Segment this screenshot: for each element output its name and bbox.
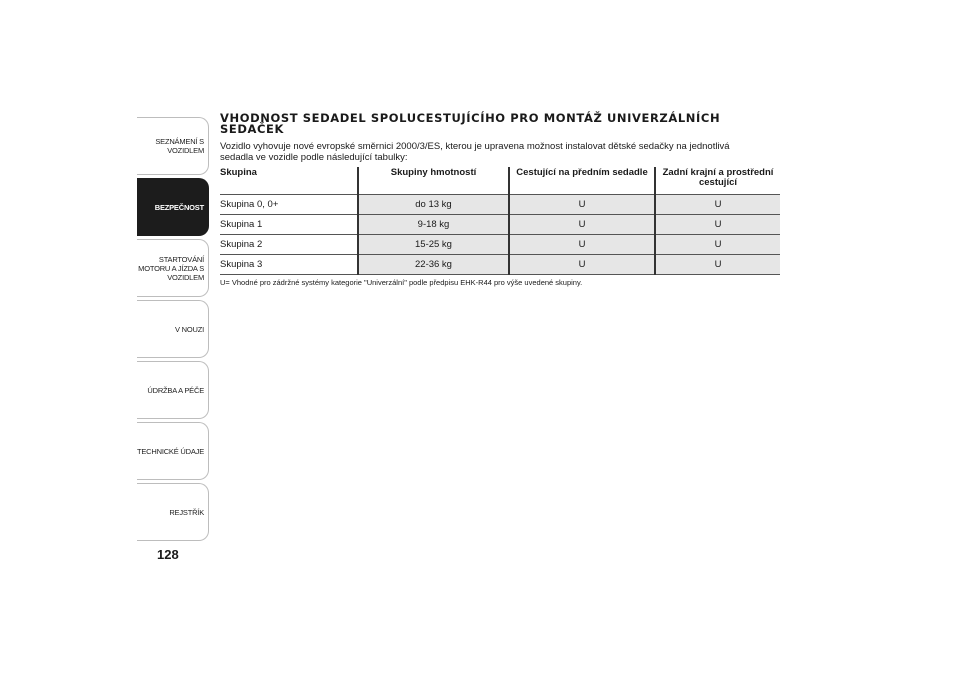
cell-group: Skupina 2 (220, 235, 358, 255)
cell-group: Skupina 3 (220, 255, 358, 275)
tab-technicke-udaje[interactable]: TECHNICKÉ ÚDAJE (137, 422, 209, 480)
table-row (220, 215, 780, 235)
header-weight: Skupiny hmotností (358, 167, 509, 195)
table-header-row (220, 167, 780, 195)
header-front-passenger: Cestující na předním sedadle (509, 167, 655, 195)
cell-rear: U (655, 195, 780, 215)
tab-v-nouzi[interactable]: V NOUZI (137, 300, 209, 358)
cell-weight: 9-18 kg (358, 215, 509, 235)
tab-startovani[interactable]: STARTOVÁNÍ MOTORU A JÍZDA S VOZIDLEM (137, 239, 209, 297)
table-row (220, 195, 780, 215)
cell-front: U (509, 235, 655, 255)
table-row (220, 235, 780, 255)
section-intro: Vozidlo vyhovuje nové evropské směrnici 2000/3/ES, kterou je upravena možnost instalovat dětské sedačky na jednotlivá sedadla ve vozidle podle následující tabulky: (220, 141, 730, 163)
cell-weight: 15-25 kg (358, 235, 509, 255)
cell-rear: U (655, 235, 780, 255)
cell-group: Skupina 0, 0+ (220, 195, 358, 215)
table-footnote: U= Vhodné pro zádržné systémy kategorie "Univerzální" podle předpisu EHK-R44 pro výše uvedené skupiny. (220, 278, 583, 287)
chapter-sidebar (137, 117, 210, 547)
cell-front: U (509, 215, 655, 235)
main-content (220, 113, 780, 287)
cell-rear: U (655, 255, 780, 275)
cell-weight: 22-36 kg (358, 255, 509, 275)
table-row (220, 255, 780, 275)
page-number: 128 (157, 547, 179, 562)
tab-udrzba[interactable]: ÚDRŽBA A PÉČE (137, 361, 209, 419)
child-seat-suitability-table (220, 167, 780, 275)
cell-front: U (509, 195, 655, 215)
cell-front: U (509, 255, 655, 275)
cell-weight: do 13 kg (358, 195, 509, 215)
cell-rear: U (655, 215, 780, 235)
tab-rejstrik[interactable]: REJSTŘÍK (137, 483, 209, 541)
cell-group: Skupina 1 (220, 215, 358, 235)
header-group: Skupina (220, 167, 358, 195)
tab-bezpecnost[interactable]: BEZPEČNOST (137, 178, 209, 236)
header-rear-passengers: Zadní krajní a prostřední cestující (655, 167, 780, 195)
section-title: VHODNOST SEDADEL SPOLUCESTUJÍCÍHO PRO MONTÁŽ UNIVERZÁLNÍCH SEDAČEK (220, 111, 721, 136)
tab-seznameni[interactable]: SEZNÁMENÍ S VOZIDLEM (137, 117, 209, 175)
